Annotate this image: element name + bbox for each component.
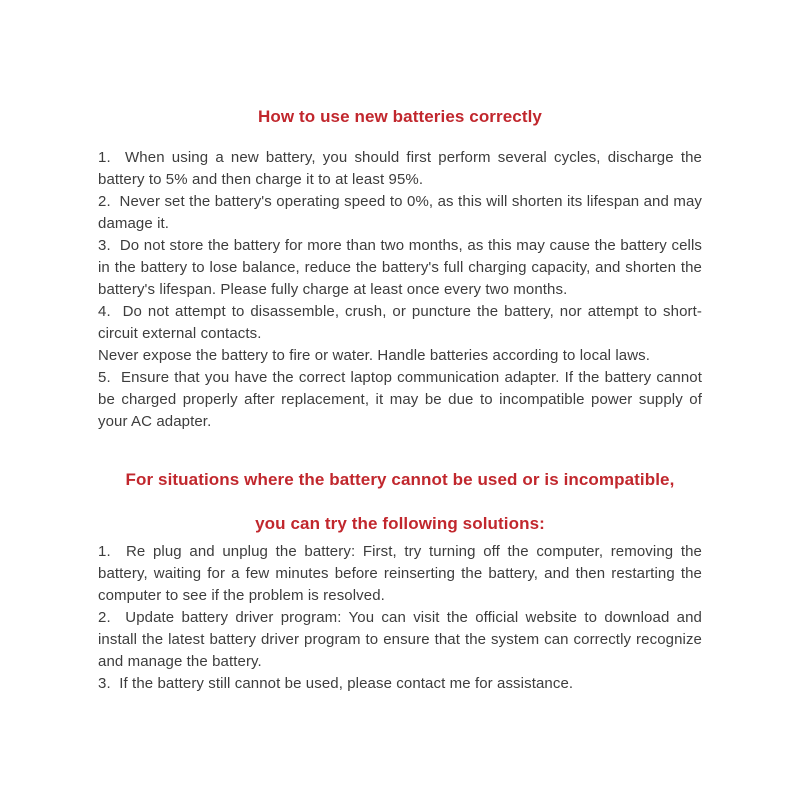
section2-item-1: 1. Re plug and unplug the battery: First, try turning off the computer, removing the battery, waiting for a few minutes before reinserting the battery, and then restarting the computer to see if the problem is resolved. [98, 543, 702, 604]
section1-item-1: 1. When using a new battery, you should first perform several cycles, discharge the battery to 5% and then charge it to at least 95%. [98, 149, 702, 188]
section1-item-2: 2. Never set the battery's operating speed to 0%, as this will shorten its lifespan and may damage it. [98, 193, 702, 232]
section1-item-4: 4. Do not attempt to disassemble, crush, or puncture the battery, nor attempt to short-circuit external contacts. [98, 303, 702, 342]
section1-note: Never expose the battery to fire or water. Handle batteries according to local laws. [98, 347, 651, 364]
usage-instructions [98, 147, 702, 433]
troubleshooting-solutions [98, 541, 702, 695]
section1-item-5: 5. Ensure that you have the correct laptop communication adapter. If the battery cannot be charged properly after replacement, it may be due to incompatible power supply of your AC adapter. [98, 369, 702, 430]
section1-title: How to use new batteries correctly [258, 107, 542, 126]
section1-item-3: 3. Do not store the battery for more than two months, as this may cause the battery cells in the battery to lose balance, reduce the battery's full charging capacity, and shorten the battery's lifespan. Please fully charge at least once every two months. [98, 237, 702, 298]
section2-item-2: 2. Update battery driver program: You can visit the official website to download and install the latest battery driver program to ensure that the system can correctly recognize and manage the battery. [98, 609, 702, 670]
section2-title-line1: For situations where the battery cannot be used or is incompatible, [125, 470, 675, 489]
section2-item-3: 3. If the battery still cannot be used, please contact me for assistance. [98, 675, 574, 692]
section2-title-line2: you can try the following solutions: [255, 514, 545, 533]
